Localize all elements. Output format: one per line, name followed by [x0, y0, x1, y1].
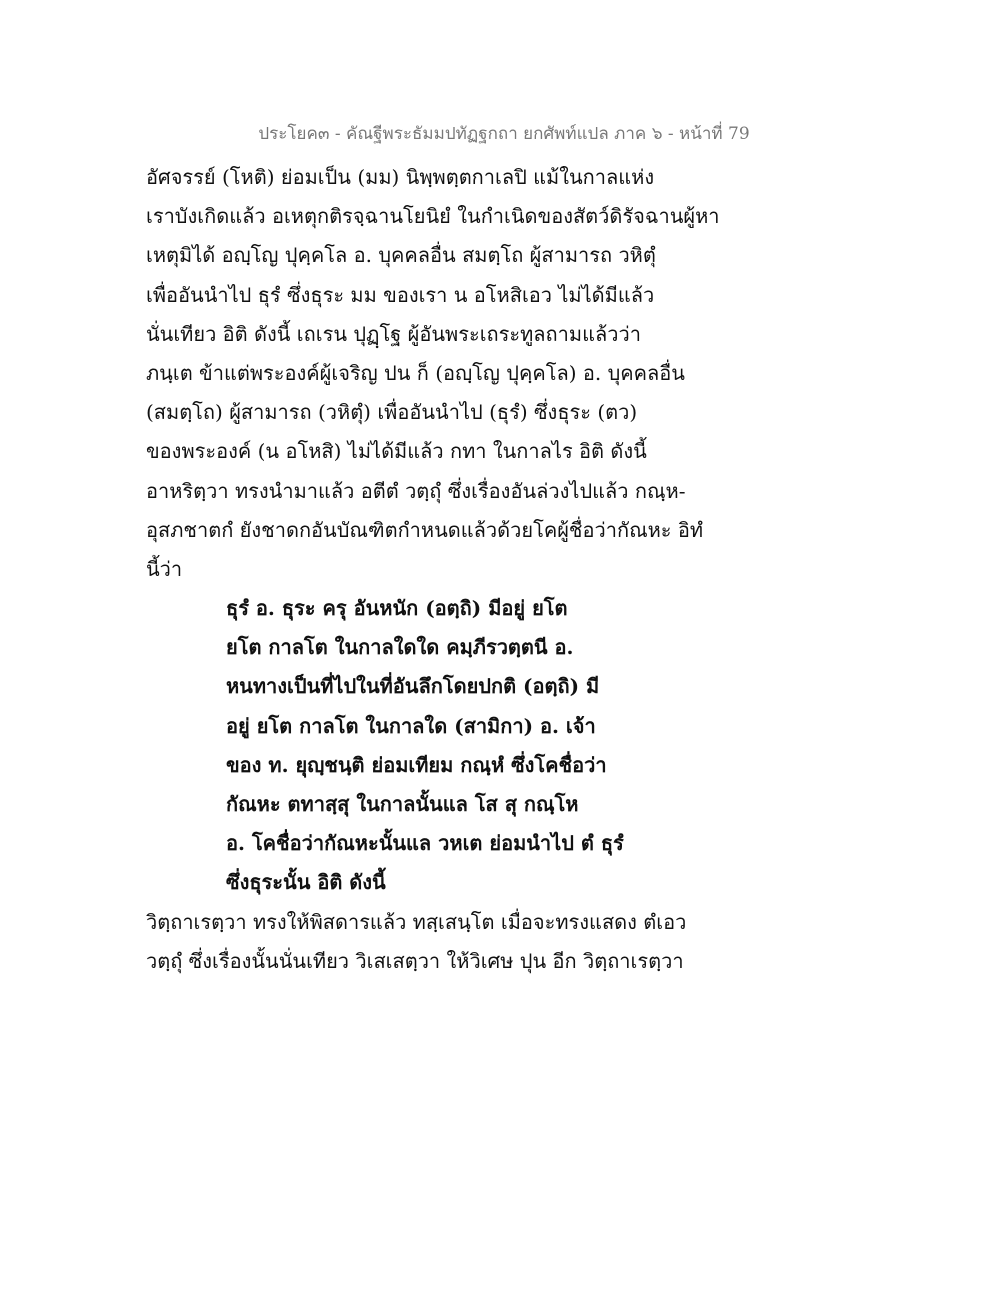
verse-line: ของ ท. ยุญฺชนฺติ ย่อมเทียม กณฺหํ ซึ่งโคชื่อว่า [226, 752, 607, 777]
closing-line: วิตฺถาเรตฺวา ทรงให้พิสดารแล้ว ทสฺเสนฺโต เมื่อจะทรงแสดง ตํเอว [146, 909, 687, 934]
prose-line: ของพระองค์ (น อโหสิ) ไม่ได้มีแล้ว กทา ในกาลไร อิติ ดังนี้ [146, 439, 647, 464]
verse-line: กัณหะ ตทาสฺสุ ในกาลนั้นแล โส สุ กณฺโห [226, 792, 579, 816]
page-body [146, 158, 846, 981]
verse-line: อยู่ ยโต กาลโต ในกาลใด (สามิกา) อ. เจ้า [226, 713, 596, 738]
verse-line: ยโต กาลโต ในกาลใดใด คมฺภีรวตฺตนี อ. [226, 635, 574, 660]
verse-line: ซึ่งธุระนั้น อิติ ดังนี้ [226, 870, 386, 895]
verse-line: หนทางเป็นที่ไปในที่อันลึกโดยปกติ (อตฺถิ) มี [226, 674, 600, 699]
prose-line: นี้ว่า [146, 556, 183, 581]
prose-line: นั่นเทียว อิติ ดังนี้ เถเรน ปุฏฺโฐ ผู้อันพระเถระทูลถามแล้วว่า [146, 321, 641, 346]
prose-line: อุสภชาตกํ ยังชาดกอันบัณฑิตกำหนดแล้วด้วยโคผู้ชื่อว่ากัณหะ อิทํ [146, 517, 704, 542]
prose-line: (สมตฺโถ) ผู้สามารถ (วหิตุํ) เพื่ออันนำไป (ธุรํ) ซึ่งธุระ (ตว) [146, 400, 638, 425]
prose-line: อัศจรรย์ (โหติ) ย่อมเป็น (มม) นิพฺพตฺตกาเลปิ แม้ในกาลแห่ง [146, 165, 655, 189]
prose-line: เราบังเกิดแล้ว อเหตุกติรจฺฉานโยนิยํ ในกำเนิดของสัตว์ดิรัจฉานผู้หา [146, 204, 720, 229]
closing-line: วตฺถุํ ซึ่งเรื่องนั้นนั่นเทียว วิเสเสตฺวา ให้วิเศษ ปุน อีก วิตฺถาเรตฺวา [146, 948, 684, 973]
prose-line: เพื่ออันนำไป ธุรํ ซึ่งธุระ มม ของเรา น อโหสิเอว ไม่ได้มีแล้ว [146, 282, 655, 307]
prose-line: อาหริตฺวา ทรงนำมาแล้ว อตีตํ วตฺถุํ ซึ่งเรื่องอันล่วงไปแล้ว กณฺห- [146, 478, 686, 503]
verse-line: ธุรํ อ. ธุระ ครุ อันหนัก (อตฺถิ) มีอยู่ ยโต [226, 596, 568, 621]
page-header: ประโยค๓ - คัณฐีพระธัมมปทัฏฐกถา ยกศัพท์แปล ภาค ๖ - หน้าที่ 79 [258, 124, 750, 144]
verse-line: อ. โคชื่อว่ากัณหะนั้นแล วหเต ย่อมนำไป ตํ ธุรํ [226, 831, 624, 856]
prose-line: เหตุมิได้ อญฺโญ ปุคฺคโล อ. บุคคลอื่น สมตฺโถ ผู้สามารถ วหิตุํ [146, 243, 656, 268]
prose-line: ภนฺเต ข้าแต่พระองค์ผู้เจริญ ปน ก็ (อญฺโญ ปุคฺคโล) อ. บุคคลอื่น [146, 360, 685, 385]
